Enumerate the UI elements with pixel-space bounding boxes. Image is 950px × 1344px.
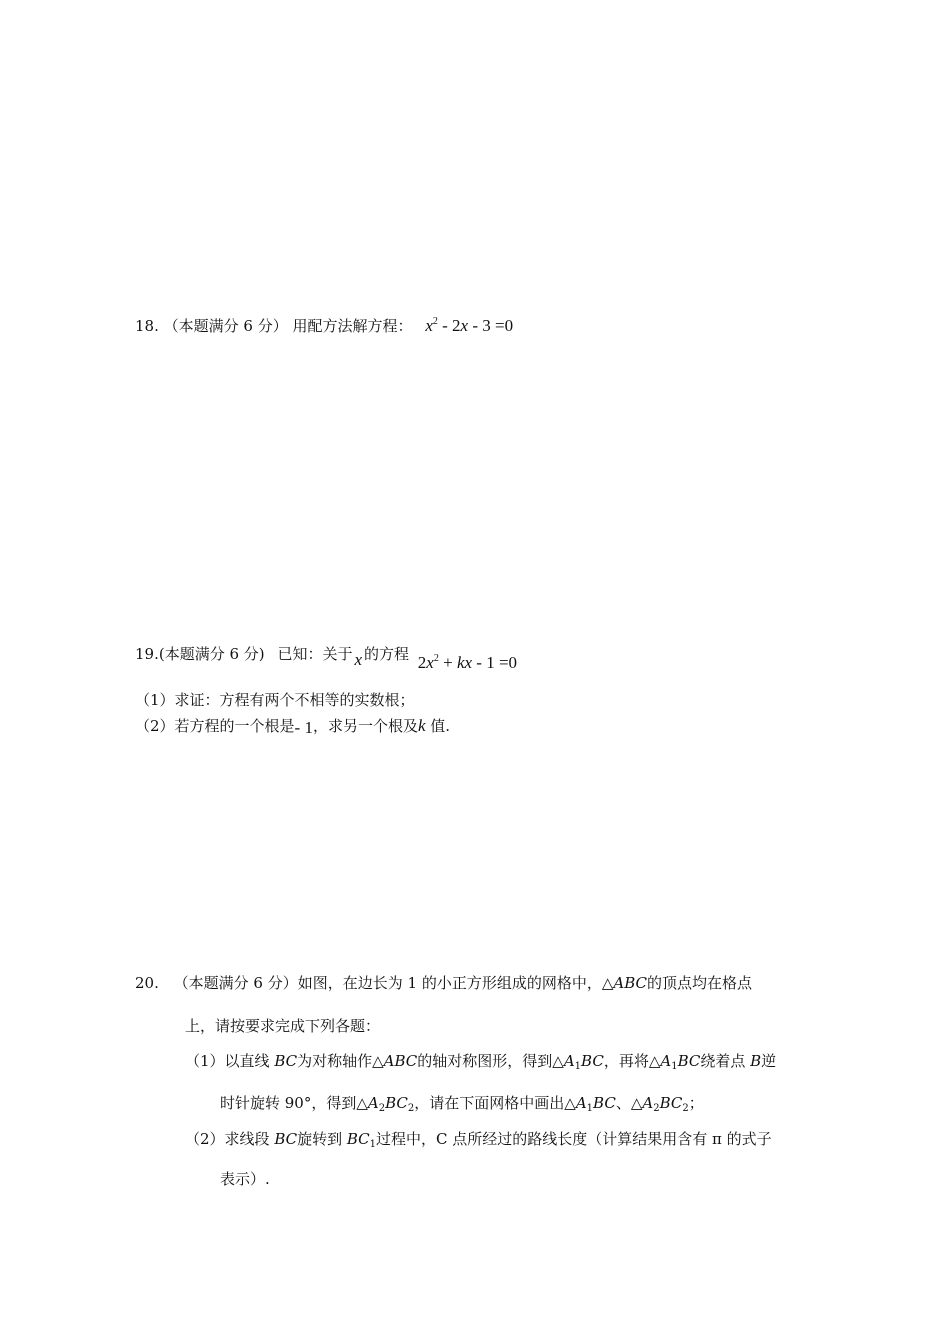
q19-number: 19. bbox=[135, 645, 159, 663]
q20-part1-line2: 时针旋转 90°，得到$\triangle A_2BC_2$，请在下面网格中画出$\triangle A_1BC$、$\triangle A_2BC_2$； bbox=[220, 1094, 704, 1114]
q19-equation: $2x^2$ + kx - 1 =0 bbox=[417, 653, 518, 672]
q20-number: 20. bbox=[135, 974, 159, 992]
q19-score: (本题满分 6 分) bbox=[158, 645, 265, 663]
q20-part2-line2: 表示）. bbox=[220, 1170, 270, 1188]
q18-score: （本题满分 6 分） bbox=[163, 317, 288, 335]
q18-number: 18. bbox=[135, 317, 159, 335]
question-18 bbox=[135, 316, 513, 336]
q18-equation: $x^2 - 2x - 3 =0$ bbox=[425, 316, 514, 335]
q20-part1-line1: （1）以直线 BC为对称轴作△ABC的轴对称图形，得到$\triangle A_1BC$，再将$\triangle A_1BC$绕着点 B逆 bbox=[185, 1052, 777, 1072]
q19-part1: （1）求证：方程有两个不相等的实数根； bbox=[135, 691, 415, 709]
q20-score: （本题满分 6 分） bbox=[173, 974, 298, 992]
q20-line2: 上，请按要求完成下列各题： bbox=[185, 1017, 381, 1035]
q19-text: 已知：关于 x 的方程 bbox=[277, 645, 410, 669]
question-20: 20. （本题满分 6 分）如图，在边长为 1 的小正方形组成的网格中，△ABC的顶点均在格点 bbox=[135, 974, 752, 992]
q20-part2-line1: （2）求线段 BC旋转到 $BC_1$过程中，C 点所经过的路线长度（计算结果用含有 π 的式子 bbox=[185, 1130, 772, 1150]
question-19 bbox=[135, 644, 518, 672]
q19-part2: （2）若方程的一个根是- 1，求另一个根及k 值. bbox=[135, 716, 451, 737]
q18-text: 用配方法解方程： bbox=[292, 317, 413, 335]
